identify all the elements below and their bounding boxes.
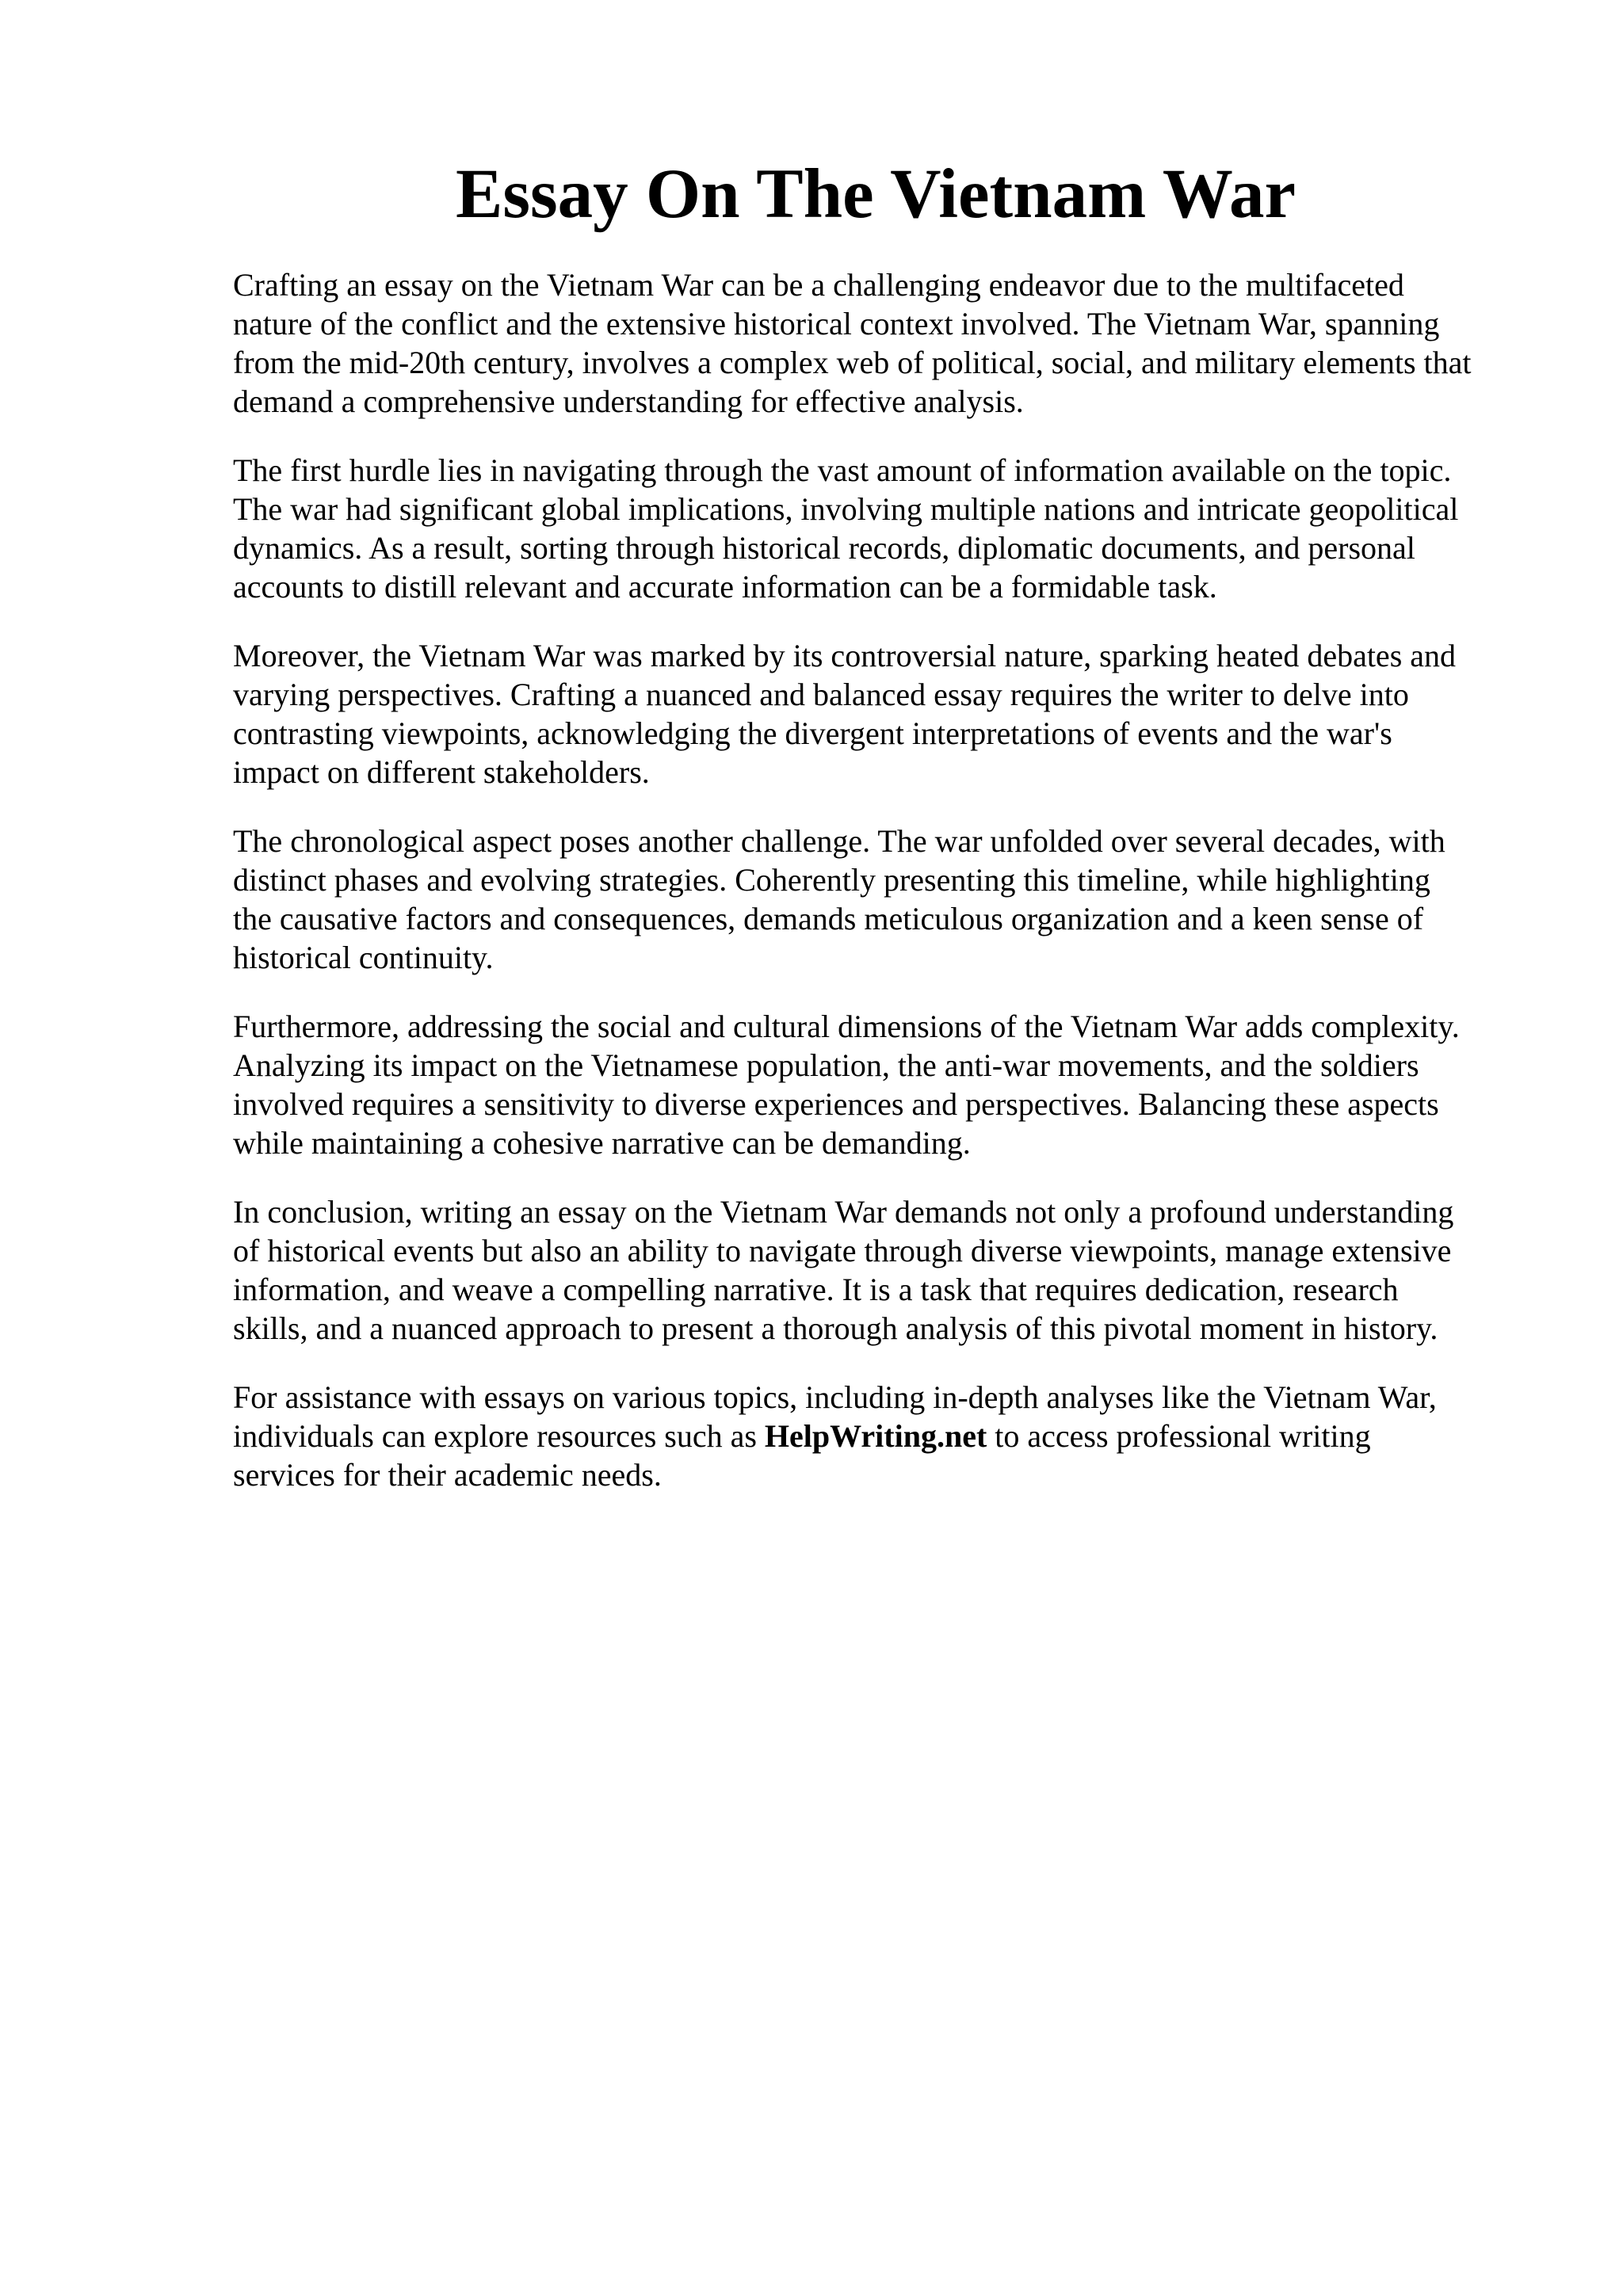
text-segment: individuals can explore resources such as <box>233 1418 765 1454</box>
paragraph-closing <box>233 1378 1533 1494</box>
paragraph-intro <box>233 265 1533 421</box>
text-segment: to access professional writing <box>987 1418 1371 1454</box>
text-line: from the mid-20th century, involves a complex web of political, social, and military elements that <box>233 345 1472 380</box>
text-line: varying perspectives. Crafting a nuanced and balanced essay requires the writer to delve into <box>233 677 1409 712</box>
paragraph-conclusion <box>233 1192 1533 1348</box>
text-line: contrasting viewpoints, acknowledging the divergent interpretations of events and the war's <box>233 715 1392 751</box>
text-line: services for their academic needs. <box>233 1457 662 1493</box>
text-line: impact on different stakeholders. <box>233 754 650 790</box>
document-title: Essay On The Vietnam War <box>456 155 1296 233</box>
text-line: The first hurdle lies in navigating through the vast amount of information available on the topic. <box>233 452 1452 488</box>
text-line: the causative factors and consequences, demands meticulous organization and a keen sense of <box>233 901 1424 936</box>
text-line: distinct phases and evolving strategies. Coherently presenting this timeline, while highlighting <box>233 862 1430 898</box>
text-line: In conclusion, writing an essay on the Vietnam War demands not only a profound understanding <box>233 1194 1454 1230</box>
helpwriting-link[interactable]: HelpWriting.net <box>764 1418 987 1454</box>
text-line: skills, and a nuanced approach to present a thorough analysis of this pivotal moment in history. <box>233 1310 1438 1346</box>
text-line: while maintaining a cohesive narrative can be demanding. <box>233 1125 971 1161</box>
text-line: Crafting an essay on the Vietnam War can be a challenging endeavor due to the multifaceted <box>233 267 1404 303</box>
document-body <box>233 265 1533 1524</box>
text-line: demand a comprehensive understanding for effective analysis. <box>233 383 1024 419</box>
paragraph-chronology <box>233 822 1533 977</box>
text-line: Furthermore, addressing the social and cultural dimensions of the Vietnam War adds complexity. <box>233 1009 1460 1044</box>
text-line: For assistance with essays on various topics, including in-depth analyses like the Vietnam War, <box>233 1379 1437 1415</box>
text-line: of historical events but also an ability to navigate through diverse viewpoints, manage extensive <box>233 1233 1452 1268</box>
paragraph-controversy <box>233 636 1533 791</box>
text-line: nature of the conflict and the extensive historical context involved. The Vietnam War, spanning <box>233 306 1440 341</box>
paragraph-first-hurdle <box>233 451 1533 606</box>
text-line: information, and weave a compelling narrative. It is a task that requires dedication, research <box>233 1272 1399 1307</box>
text-line: The chronological aspect poses another challenge. The war unfolded over several decades, with <box>233 823 1445 859</box>
text-line-with-link <box>233 1417 1533 1455</box>
text-line: Moreover, the Vietnam War was marked by its controversial nature, sparking heated debates and <box>233 638 1457 673</box>
text-line: involved requires a sensitivity to diverse experiences and perspectives. Balancing these aspects <box>233 1086 1439 1122</box>
text-line: Analyzing its impact on the Vietnamese population, the anti-war movements, and the soldiers <box>233 1047 1419 1083</box>
text-line: accounts to distill relevant and accurate information can be a formidable task. <box>233 569 1217 605</box>
text-line: The war had significant global implications, involving multiple nations and intricate geopolitical <box>233 491 1459 527</box>
text-line: dynamics. As a result, sorting through historical records, diplomatic documents, and personal <box>233 530 1415 566</box>
text-line: historical continuity. <box>233 940 494 975</box>
paragraph-social-cultural <box>233 1007 1533 1162</box>
